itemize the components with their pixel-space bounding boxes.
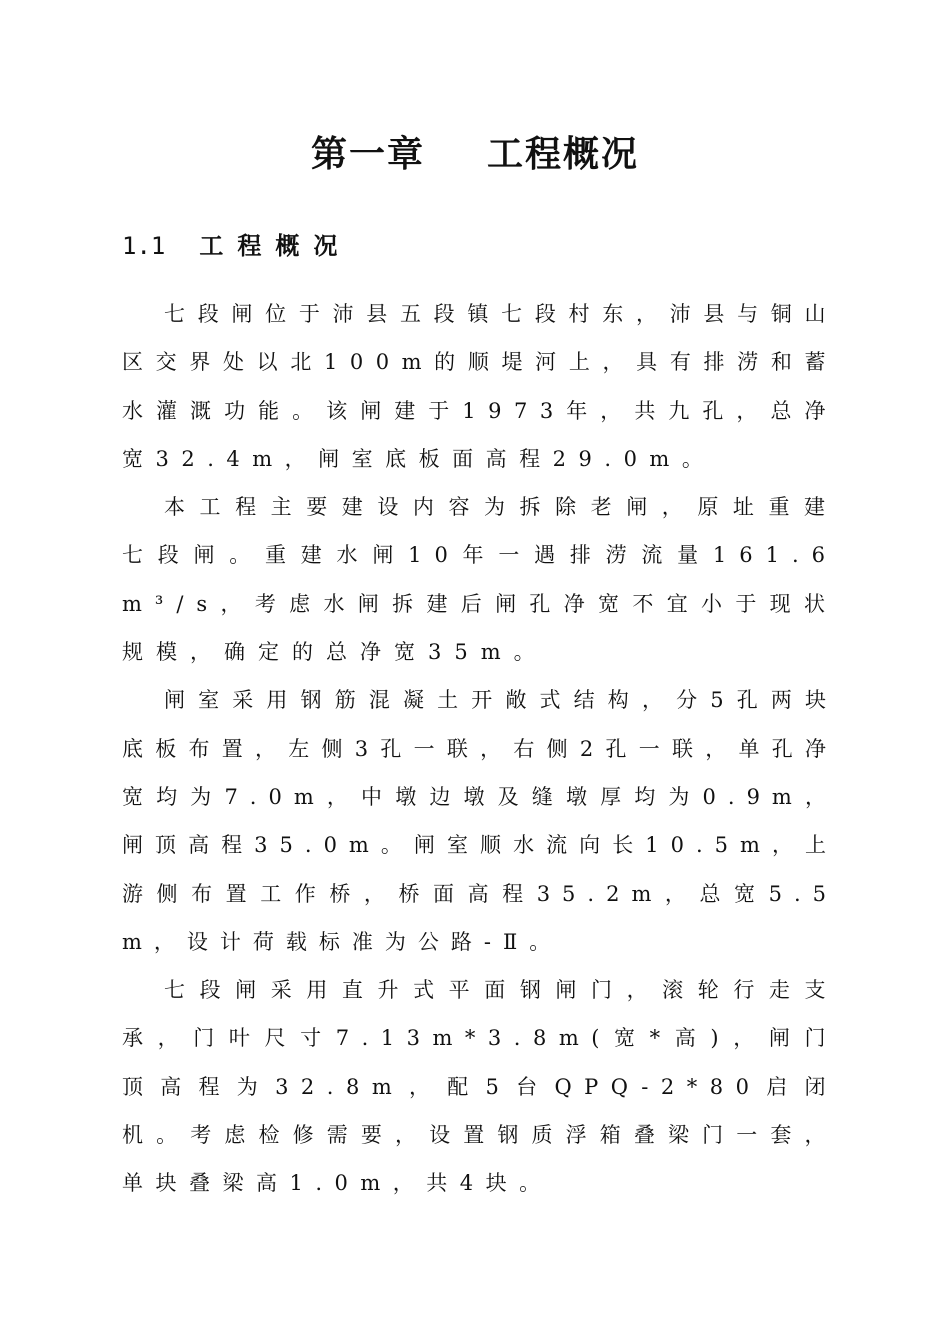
paragraph-project-location: 七段闸位于沛县五段镇七段村东，沛县与铜山区交界处以北100m的顺堤河上，具有排涝和蓄水灌溉功能。该闸建于1973年，共九孔，总净宽32.4m，闸室底板面高程29.0m。 (122, 302, 838, 471)
chapter-number: 第一章 (310, 134, 425, 175)
paragraph-construction-content: 本工程主要建设内容为拆除老闸，原址重建七段闸。重建水闸10年一遇排涝流量161.6m³/s，考虑水闸拆建后闸孔净宽不宜小于现状规模，确定的总净宽35m。 (122, 495, 838, 665)
section-number: 1.1 (122, 232, 166, 260)
chapter-name: 工程概况 (487, 134, 640, 175)
section-title: 工程概况 (199, 231, 352, 260)
body-text (122, 290, 838, 1208)
section-heading (122, 226, 351, 266)
chapter-title (0, 128, 950, 182)
paragraph-gate-equipment: 七段闸采用直升式平面钢闸门，滚轮行走支承，门叶尺寸7.13m*3.8m(宽*高)，闸门顶高程为32.8m，配5台QPQ-2*80启闭机。考虑检修需要，设置钢质浮箱叠梁门一套，单块叠梁高1.0m，共4块。 (122, 978, 838, 1196)
paragraph-sluice-structure: 闸室采用钢筋混凝土开敞式结构，分5孔两块底板布置，左侧3孔一联，右侧2孔一联，单孔净宽均为7.0m，中墩边墩及缝墩厚均为0.9m，闸顶高程35.0m。闸室顺水流向长10.5m，上游侧布置工作桥，桥面高程35.2m，总宽5.5m，设计荷载标准为公路-Ⅱ。 (122, 688, 838, 954)
